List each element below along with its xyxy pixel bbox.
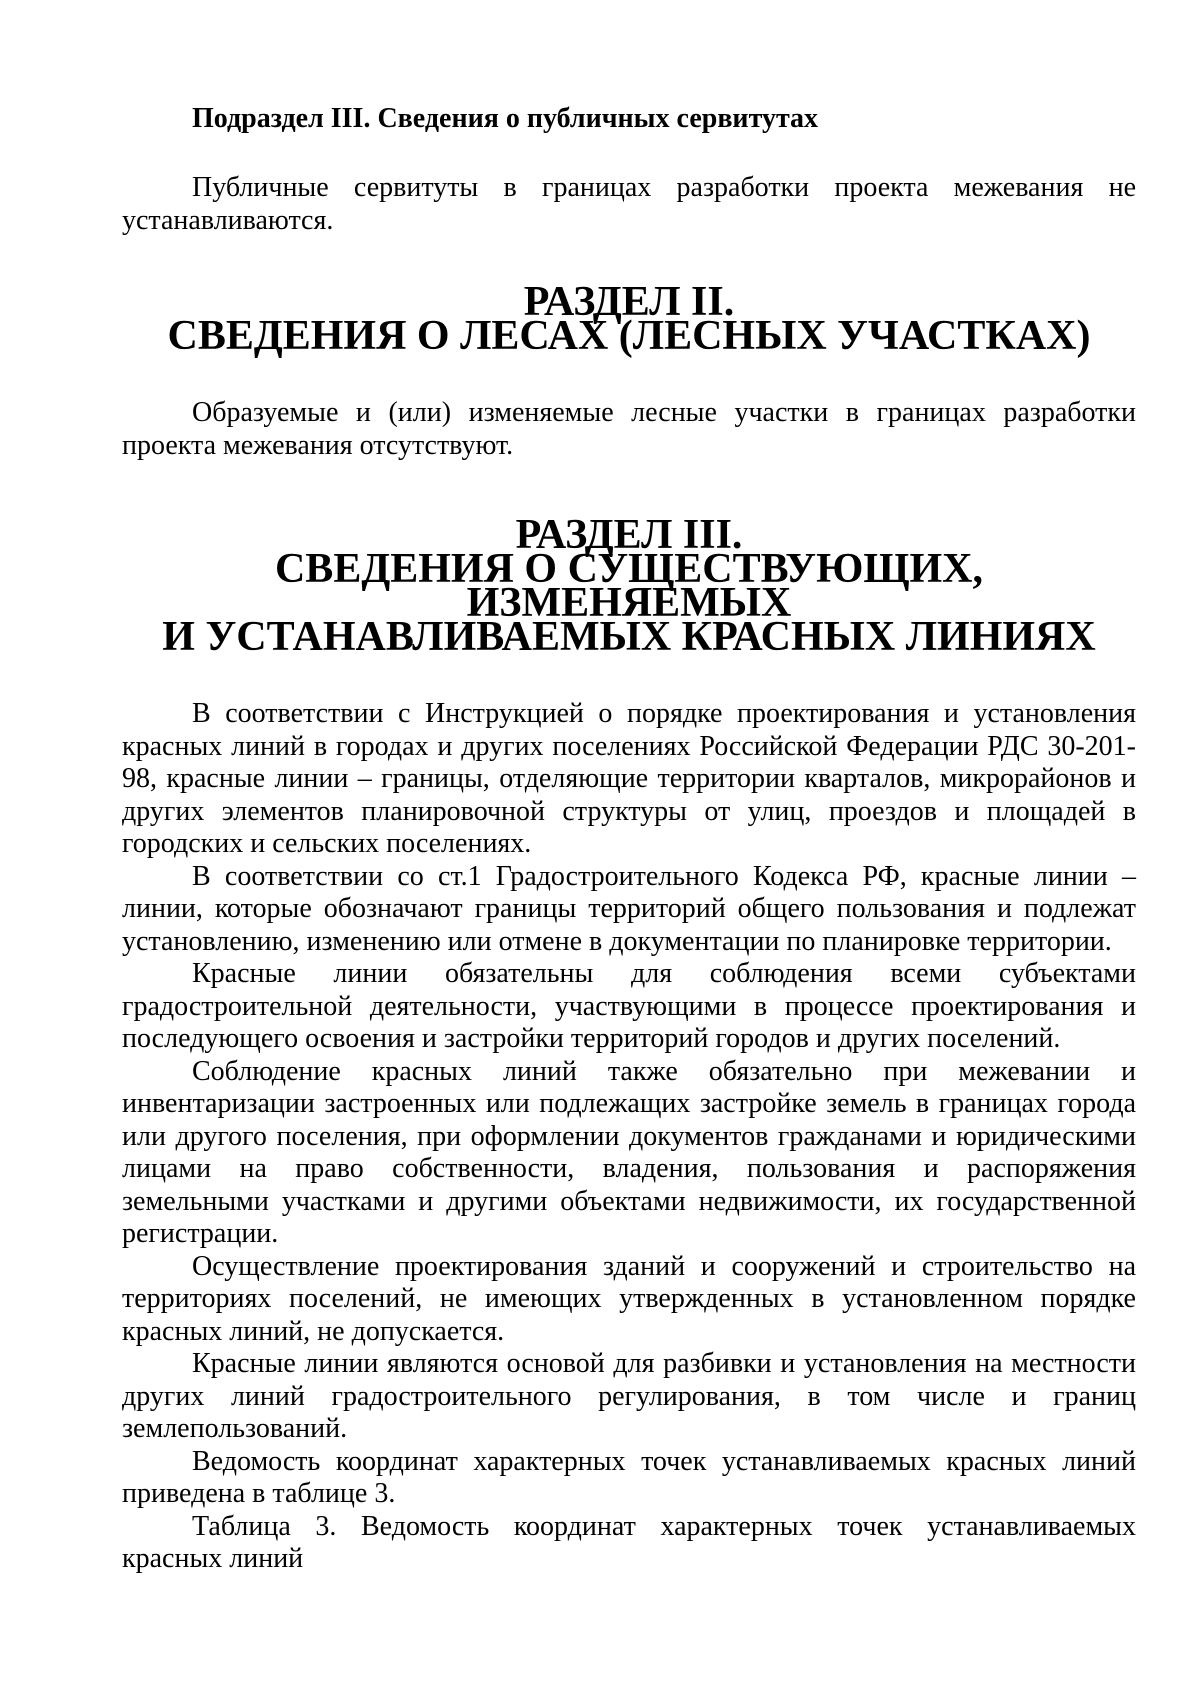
section-2-number: РАЗДЕЛ II.	[523, 279, 735, 325]
subsection-paragraph: Публичные сервитуты в границах разработки проекта межевания не устанавливаются.	[122, 172, 1136, 236]
section-3-paragraph: Красные линии являются основой для разбивки и установления на местности других линий градостроительного регулирования, в том числе и границ землепользований.	[122, 1348, 1136, 1444]
section-3-paragraph: В соответствии с Инструкцией о порядке проектирования и установления красных линий в городах и других поселениях Российской Федерации РДС 30-201-98, красные линии – границы, отделяющие территории кварталов, микрорайонов и других элементов планировочной структуры от улиц, проездов и площадей в городских и сельских поселениях.	[122, 698, 1136, 859]
page-content	[122, 100, 1136, 1576]
section-3-paragraph: В соответствии со ст.1 Градостроительного Кодекса РФ, красные линии – линии, которые обозначают границы территорий общего пользования и подлежат установлению, изменению или отмене в документации по планировке территории.	[122, 860, 1136, 957]
section-2-paragraph: Образуемые и (или) изменяемые лесные участки в границах разработки проекта межевания отсутствуют.	[122, 397, 1136, 461]
subsection-title: Подраздел III. Сведения о публичных сервитутах	[192, 103, 819, 134]
section-3-paragraph: Ведомость координат характерных точек устанавливаемых красных линий приведена в таблице 3.	[122, 1445, 1136, 1509]
section-3-number: РАЗДЕЛ III.	[515, 512, 743, 558]
table-caption: Таблица 3. Ведомость координат характерных точек устанавливаемых красных линий	[122, 1510, 1136, 1574]
section-3-paragraph: Соблюдение красных линий также обязательно при межевании и инвентаризации застроенных или подлежащих застройке земель в границах города или другого поселения, при оформлении документов гражданами и юридическими лицами на право собственности, владения, пользования и распоряжения земельными участками и другими объектами недвижимости, их государственной регистрации.	[122, 1055, 1136, 1249]
section-3-heading	[122, 512, 1136, 660]
section-3-title-line-2: И УСТАНАВЛИВАЕМЫХ КРАСНЫХ ЛИНИЯХ	[162, 614, 1096, 660]
section-2-heading	[122, 279, 1136, 359]
section-3-paragraph: Осуществление проектирования зданий и сооружений и строительство на территориях поселений, не имеющих утвержденных в установленном порядке красных линий, не допускается.	[122, 1250, 1136, 1347]
section-3-paragraph: Красные линии обязательны для соблюдения всеми субъектами градостроительной деятельности, участвующими в процессе проектирования и последующего освоения и застройки территорий городов и других поселений.	[122, 958, 1136, 1054]
section-3-title-line-1: СВЕДЕНИЯ О СУЩЕСТВУЮЩИХ, ИЗМЕНЯЕМЫХ	[274, 546, 984, 626]
section-2-title: СВЕДЕНИЯ О ЛЕСАХ (ЛЕСНЫХ УЧАСТКАХ)	[167, 313, 1091, 359]
